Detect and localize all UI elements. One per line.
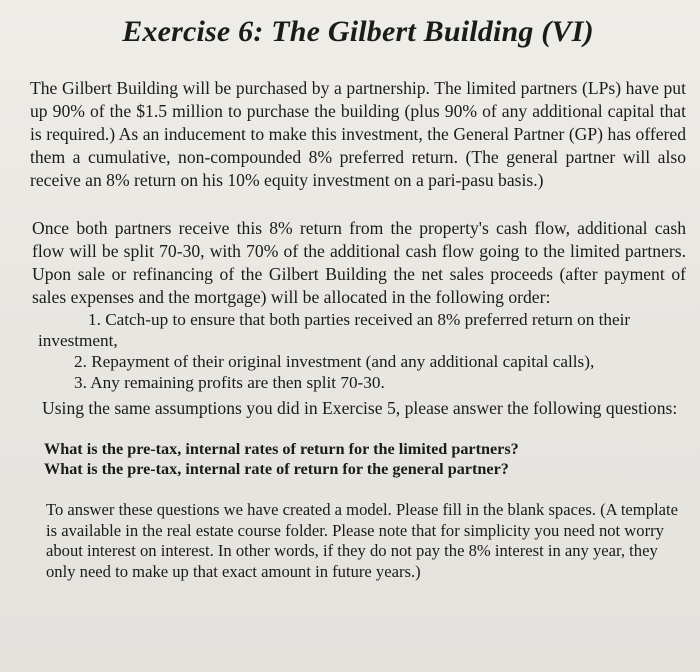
paragraph-partnership-terms: The Gilbert Building will be purchased by a partnership. The limited partners (LPs) have put up 90% of the $1.5 million to purchase the building (plus 90% of any additional capital that is required.) As an inducement to make this investment, the General Partner (GP) has offered them a cumulative, non-compounded 8% preferred return. (The general partner will also receive an 8% return on his 10% equity investment on a pari-pasu basis.): [30, 78, 686, 190]
question-limited-partners-irr: What is the pre-tax, internal rates of return for the limited partners?: [44, 440, 519, 458]
questions-block: [44, 439, 686, 479]
paragraph-cash-flow-split: Once both partners receive this 8% return from the property's cash flow, additional cash flow will be split 70-30, with 70% of the additional cash flow going to the limited partners. Upon sale or refinancing of the Gilbert Building the net sales proceeds (after payment of sales expenses and the mortgage) will be allocated in the following order:: [32, 218, 686, 307]
allocation-list: [30, 309, 686, 393]
paragraph-using-assumptions: Using the same assumptions you did in Exercise 5, please answer the following questions:: [42, 398, 678, 418]
question-general-partner-irr: What is the pre-tax, internal rate of return for the general partner?: [44, 460, 509, 478]
list-item-repayment: 2. Repayment of their original investment (and any additional capital calls),: [74, 352, 595, 371]
list-item-catch-up: 1. Catch-up to ensure that both parties received an 8% preferred return on their: [88, 310, 631, 329]
list-item-remaining-profits: 3. Any remaining profits are then split 70-30.: [74, 373, 385, 392]
page-title: Exercise 6: The Gilbert Building (VI): [122, 15, 594, 48]
list-item-catch-up-continued: investment,: [38, 331, 118, 350]
paragraph-model-instructions: To answer these questions we have created a model. Please fill in the blank spaces. (A template is available in the real estate course folder. Please note that for simplicity you need not worry about interest on interest. In other words, if they do not pay the 8% interest in any year, they only need to make up that exact amount in future years.): [46, 500, 678, 581]
